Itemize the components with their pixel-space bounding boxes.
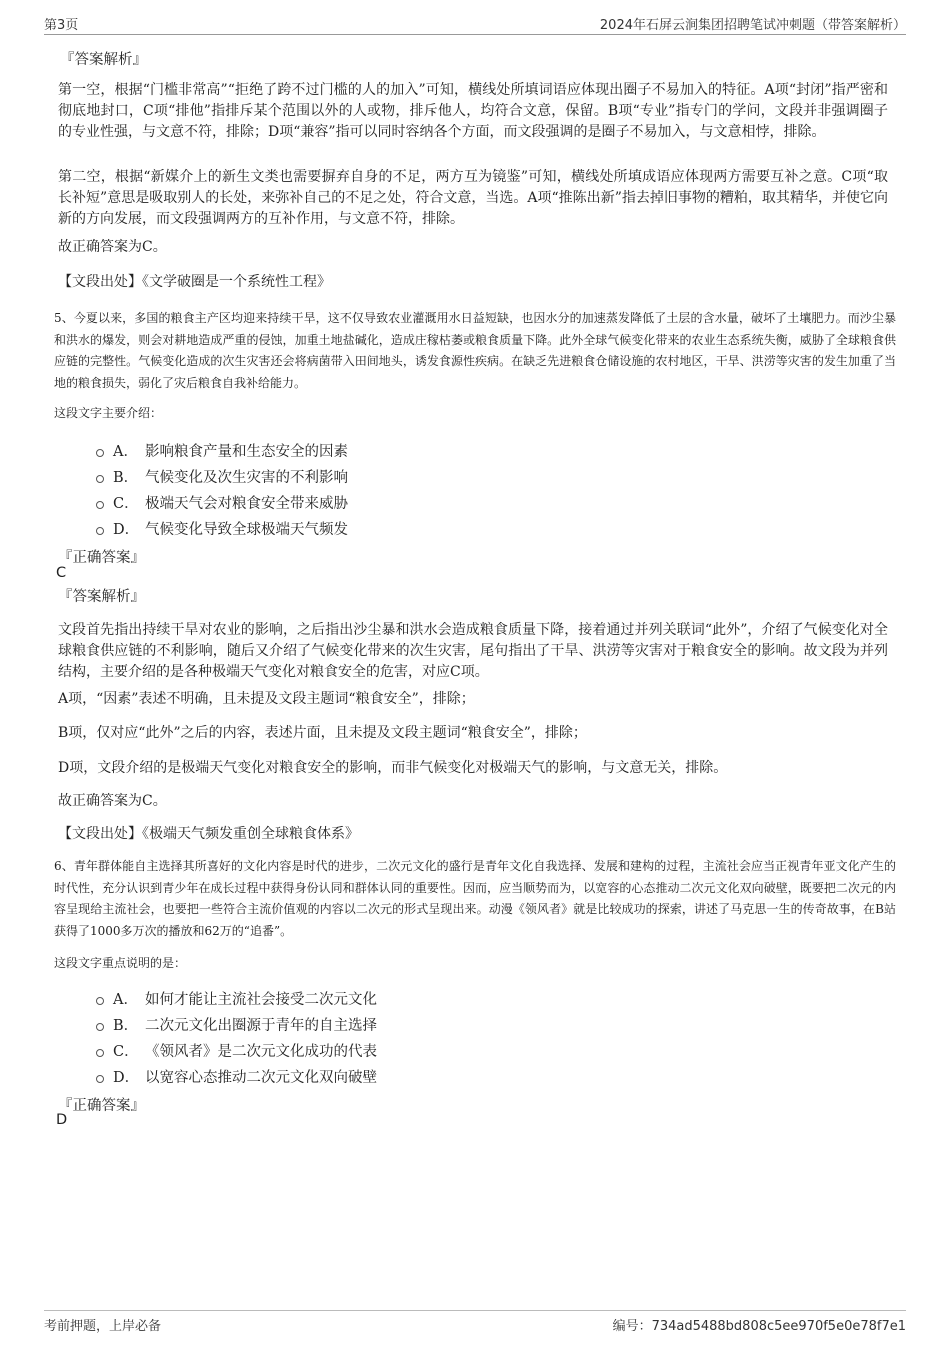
radio-icon[interactable]: [96, 475, 104, 483]
correct-answer: D: [56, 1112, 68, 1128]
option-b[interactable]: [96, 1012, 377, 1036]
option-letter: B．: [113, 469, 139, 486]
analysis-label: 『答案解析』: [58, 589, 145, 605]
option-letter: B．: [113, 1017, 139, 1034]
option-text: 气候变化导致全球极端天气频发: [145, 521, 348, 538]
option-b-analysis: B项，仅对应“此外”之后的内容，表述片面，且未提及文段主题词“粮食安全”，排除；: [58, 725, 587, 741]
option-a-analysis: A项，“因素”表述不明确，且未提及文段主题词“粮食安全”，排除；: [58, 691, 475, 707]
option-text: 影响粮食产量和生态安全的因素: [145, 443, 348, 460]
option-text: 《领风者》是二次元文化成功的代表: [145, 1043, 377, 1060]
radio-icon[interactable]: [96, 997, 104, 1005]
option-d[interactable]: [96, 1064, 377, 1088]
answer-label: 『正确答案』: [58, 550, 145, 566]
option-c[interactable]: [96, 490, 348, 514]
option-text: 二次元文化出圈源于青年的自主选择: [145, 1017, 377, 1034]
page-footer: [44, 1310, 906, 1335]
radio-icon[interactable]: [96, 527, 104, 535]
option-text: 极端天气会对粮食安全带来威胁: [145, 495, 348, 512]
document-title: 2024年石屏云涧集团招聘笔试冲刺题（带答案解析）: [599, 18, 906, 33]
option-letter: C．: [113, 495, 139, 512]
source-citation: 【文段出处】《极端天气频发重创全球粮食体系》: [58, 826, 359, 842]
option-text: 气候变化及次生灾害的不利影响: [145, 469, 348, 486]
question-stem: 6、青年群体能自主选择其所喜好的文化内容是时代的进步，二次元文化的盛行是青年文化自我选择、发展和建构的过程，主流社会应当正视青年亚文化产生的时代性，充分认识到青少年在成长过程中获得身份认同和群体认同的重要性。因而，应当顺势而为，以宽容的心态推动二次元文化双向破壁，既要把二次元的内容呈现给主流社会，也要把一些符合主流价值观的内容以二次元的形式呈现出来。动漫《领风者》就是比较成功的探索，讲述了马克思一生的传奇故事，在B站获得了1000多万次的播放和62万的“追番”。: [54, 859, 896, 938]
option-d[interactable]: [96, 516, 348, 540]
radio-icon[interactable]: [96, 501, 104, 509]
option-letter: D．: [113, 521, 140, 538]
option-c[interactable]: [96, 1038, 377, 1062]
option-letter: D．: [113, 1069, 140, 1086]
radio-icon[interactable]: [96, 1075, 104, 1083]
correct-answer: C: [56, 565, 67, 581]
page-header: [44, 14, 906, 35]
question-prompt: 这段文字主要介绍：: [54, 406, 163, 420]
analysis-label: 『答案解析』: [60, 52, 147, 68]
analysis-paragraph: 第一空，根据“门槛非常高”“拒绝了跨不过门槛的人的加入”可知，横线处所填词语应体现出圈子不易加入的特征。A项“封闭”指严密和彻底地封口，C项“排他”指排斥某个范围以外的人或物，排斥他人，均符合文意，保留。B项“专业”指专门的学问，文段并非强调圈子的专业性强，与文意不符，排除；D项“兼容”指可以同时容纳各个方面，而文段强调的是圈子不易加入，与文意相悖，排除。: [58, 82, 888, 140]
radio-icon[interactable]: [96, 1049, 104, 1057]
page-number: 第3页: [44, 18, 79, 33]
answer-label: 『正确答案』: [58, 1098, 145, 1114]
analysis-paragraph: 文段首先指出持续干旱对农业的影响，之后指出沙尘暴和洪水会造成粮食质量下降，接着通过并列关联词“此外”，介绍了气候变化对全球粮食供应链的不利影响，随后又介绍了气候变化带来的次生灾害，尾句指出了干旱、洪涝等灾害对于粮食安全的影响。故文段为并列结构，主要介绍的是各种极端天气变化对粮食安全的危害，对应C项。: [58, 622, 888, 680]
conclusion: 故正确答案为C。: [58, 239, 167, 255]
footer-slogan: 考前押题，上岸必备: [44, 1319, 162, 1334]
option-text: 如何才能让主流社会接受二次元文化: [145, 991, 377, 1008]
option-letter: A．: [113, 443, 138, 460]
option-text: 以宽容心态推动二次元文化双向破壁: [145, 1069, 377, 1086]
option-d-analysis: D项，文段介绍的是极端天气变化对粮食安全的影响，而非气候变化对极端天气的影响，与文意无关，排除。: [58, 760, 728, 776]
source-citation: 【文段出处】《文学破圈是一个系统性工程》: [58, 274, 331, 290]
option-b[interactable]: [96, 464, 348, 488]
question-prompt: 这段文字重点说明的是：: [54, 956, 187, 970]
conclusion: 故正确答案为C。: [58, 793, 167, 809]
radio-icon[interactable]: [96, 1023, 104, 1031]
radio-icon[interactable]: [96, 449, 104, 457]
document-code: 编号：734ad5488bd808c5ee970f5e0e78f7e1: [612, 1319, 906, 1334]
analysis-paragraph: 第二空，根据“新媒介上的新生文类也需要摒弃自身的不足，两方互为镜鉴”可知，横线处所填成语应体现两方需要互补之意。C项“取长补短”意思是吸取别人的长处，来弥补自己的不足之处，符合文意，当选。A项“推陈出新”指去掉旧事物的糟粕，取其精华，并使它向新的方向发展，而文段强调两方的互补作用，与文意不符，排除。: [58, 169, 888, 227]
option-a[interactable]: [96, 986, 377, 1010]
option-letter: C．: [113, 1043, 139, 1060]
option-letter: A．: [113, 991, 138, 1008]
option-a[interactable]: [96, 438, 348, 462]
question-stem: 5、今夏以来，多国的粮食主产区均迎来持续干旱，这不仅导致农业灌溉用水日益短缺，也因水分的加速蒸发降低了土层的含水量，破坏了土壤肥力。而沙尘暴和洪水的爆发，则会对耕地造成严重的侵蚀，加重土地盐碱化，造成庄稼枯萎或粮食质量下降。此外全球气候变化带来的农业生态系统失衡，威胁了全球粮食供应链的完整性。气候变化造成的次生灾害还会将病菌带入田间地头，诱发食源性疾病。在缺乏先进粮食仓储设施的农村地区，干旱、洪涝等灾害的发生加重了当地的粮食损失，弱化了灾后粮食自我补给能力。: [54, 311, 896, 390]
